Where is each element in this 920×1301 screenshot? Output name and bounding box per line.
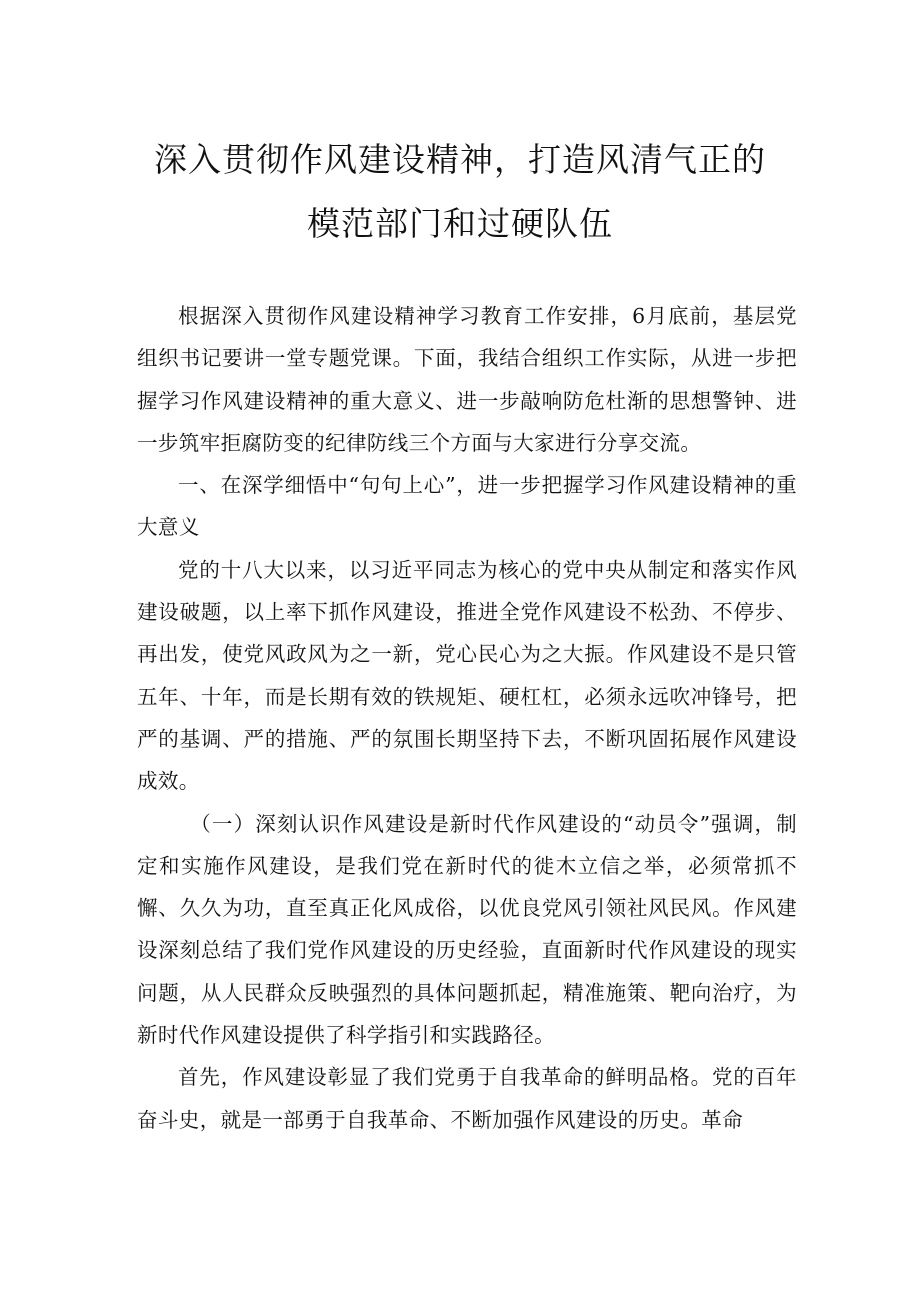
paragraph-first-point: 首先，作风建设彰显了我们党勇于自我革命的鲜明品格。党的百年奋斗史，就是一部勇于自我革命、不断加强作风建设的历史。革命 <box>137 1065 797 1132</box>
document-title-line-1: 深入贯彻作风建设精神，打造风清气正的 <box>154 140 766 179</box>
document-title-line-2: 模范部门和过硬队伍 <box>307 204 613 243</box>
section-heading-1: 一、在深学细悟中“句句上心”，进一步把握学习作风建设精神的重大意义 <box>137 473 797 540</box>
paragraph-background: 党的十八大以来，以习近平同志为核心的党中央从制定和落实作风建设破题，以上率下抓作风建设，推进全党作风建设不松劲、不停步、再出发，使党风政风为之一新，党心民心为之大振。作风建设不是只管五年、十年，而是长期有效的铁规矩、硬杠杠，必须永远吹冲锋号，把严的基调、严的措施、严的氛围长期坚持下去，不断巩固拓展作风建设成效。 <box>137 557 797 794</box>
subsection-heading-1: （一）深刻认识作风建设是新时代作风建设的“动员令”强调，制定和实施作风建设，是我们党在新时代的徙木立信之举，必须常抓不懈、久久为功，直至真正化风成俗，以优良党风引领社风民风。作风建设深刻总结了我们党作风建设的历史经验，直面新时代作风建设的现实问题，从人民群众反映强烈的具体问题抓起，精准施策、靶向治疗，为新时代作风建设提供了科学指引和实践路径。 <box>137 811 797 1048</box>
paragraph-intro: 根据深入贯彻作风建设精神学习教育工作安排，6月底前，基层党组织书记要讲一堂专题党课。下面，我结合组织工作实际，从进一步把握学习作风建设精神的重大意义、进一步敲响防危杜渐的思想警钟、进一步筑牢拒腐防变的纪律防线三个方面与大家进行分享交流。 <box>137 304 797 455</box>
document-body <box>137 295 797 1141</box>
